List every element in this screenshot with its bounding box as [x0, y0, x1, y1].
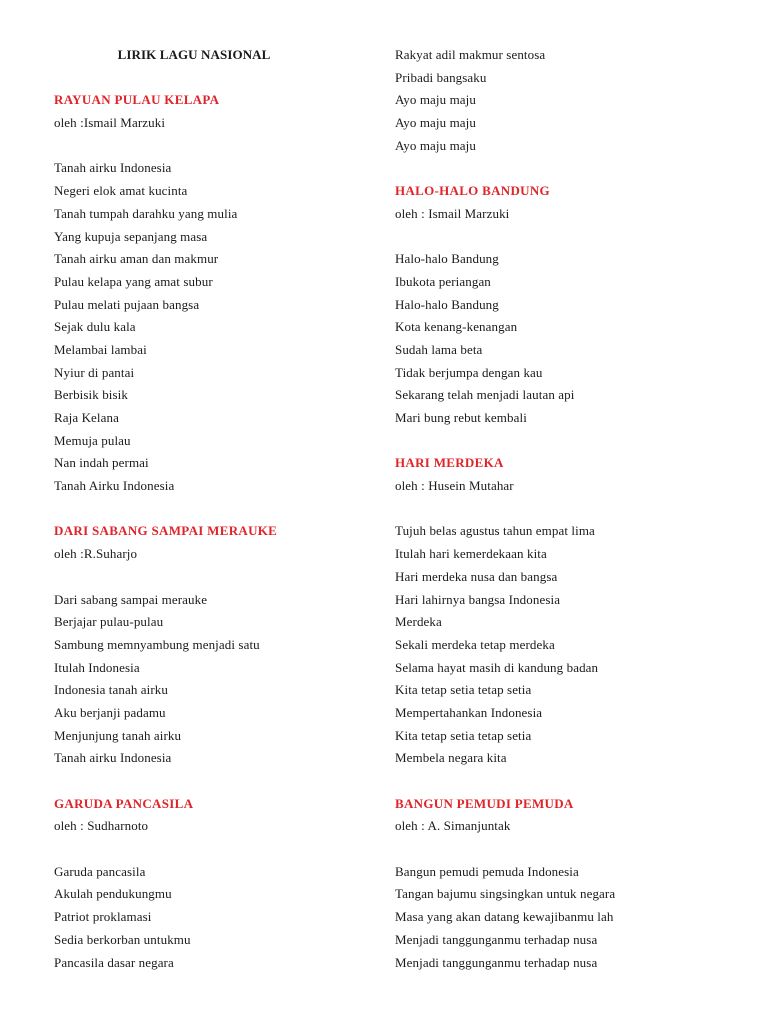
song-rayuan-pulau-kelapa [54, 89, 374, 497]
lyric-line: Indonesia tanah airku [54, 682, 169, 698]
lyric-line: Dari sabang sampai merauke [54, 591, 208, 607]
lyric-line: Kota kenang-kenangan [395, 319, 518, 335]
lyric-line: Pulau kelapa yang amat subur [54, 273, 213, 289]
song-title: RAYUAN PULAU KELAPA [54, 92, 220, 108]
lyric-line: Pancasila dasar negara [54, 954, 174, 970]
lyric-line: Itulah Indonesia [54, 659, 140, 675]
song-title: HALO-HALO BANDUNG [395, 183, 550, 199]
song-author: oleh : Husein Mutahar [395, 478, 514, 494]
lyric-line: Membela negara kita [395, 750, 507, 766]
lyric-line: Merdeka [395, 614, 442, 630]
lyric-line: Tanah airku Indonesia [54, 750, 172, 766]
lyric-line: Berjajar pulau-pulau [54, 614, 164, 630]
lyric-line: Tanah airku aman dan makmur [54, 251, 219, 267]
lyric-line: Hari merdeka nusa dan bangsa [395, 568, 558, 584]
lyric-line: Menjunjung tanah airku [54, 727, 182, 743]
lyric-line: Sedia berkorban untukmu [54, 931, 191, 947]
lyric-line: Ayo maju maju [395, 137, 476, 153]
lyric-line: Tanah airku Indonesia [54, 160, 172, 176]
lyric-line: Akulah pendukungmu [54, 886, 172, 902]
lyric-line: Pulau melati pujaan bangsa [54, 296, 200, 312]
lyric-line: Tanah Airku Indonesia [54, 478, 175, 494]
lyric-line: Mari bung rebut kembali [395, 410, 527, 425]
lyric-line: Kita tetap setia tetap setia [395, 682, 532, 698]
lyric-line: Menjadi tanggunganmu terhadap nusa [395, 954, 598, 970]
song-author: oleh :R.Suharjo [54, 546, 138, 562]
lyric-line: Halo-halo Bandung [395, 251, 499, 267]
lyric-line: Bangun pemudi pemuda Indonesia [395, 863, 579, 879]
left-column [54, 44, 374, 974]
lyric-line: Sambung memnyambung menjadi satu [54, 636, 260, 652]
lyric-line: Hari lahirnya bangsa Indonesia [395, 591, 561, 607]
lyric-line: Tidak berjumpa dengan kau [395, 364, 543, 380]
lyric-line: Kita tetap setia tetap setia [395, 727, 532, 743]
song-author: oleh : Sudharnoto [54, 818, 149, 834]
lyric-line: Melambai lambai [54, 341, 147, 357]
lyric-line: Mempertahankan Indonesia [395, 704, 543, 720]
lyric-line: Berbisik bisik [54, 387, 128, 403]
song-author: oleh : Ismail Marzuki [395, 205, 510, 221]
lyric-line: Garuda pancasila [54, 863, 146, 879]
lyric-line: Sekarang telah menjadi lautan api [395, 387, 575, 403]
lyric-line: Tangan bajumu singsingkan untuk negara [395, 886, 616, 902]
lyric-line: Pribadi bangsaku [395, 69, 487, 85]
lyric-line: Tujuh belas agustus tahun empat lima [395, 523, 595, 539]
right-column [395, 44, 755, 974]
lyric-line: Selama hayat masih di kandung badan [395, 659, 599, 675]
song-hari-merdeka [395, 452, 755, 770]
song-title: DARI SABANG SAMPAI MERAUKE [54, 523, 278, 539]
lyric-line: Halo-halo Bandung [395, 296, 499, 312]
lyric-line: Negeri elok amat kucinta [54, 183, 188, 199]
lyric-line: Sudah lama beta [395, 341, 483, 357]
song-halo-halo-bandung [395, 180, 755, 430]
song-garuda-continuation [395, 44, 755, 157]
lyric-line: Ayo maju maju [395, 92, 476, 108]
lyric-line: Memuja pulau [54, 432, 131, 448]
lyric-line: Aku berjanji padamu [54, 704, 166, 720]
song-dari-sabang-sampai-merauke [54, 520, 374, 770]
lyric-line: Yang kupuja sepanjang masa [54, 228, 208, 244]
lyric-line: Raja Kelana [54, 410, 119, 425]
lyric-line: Masa yang akan datang kewajibanmu lah [395, 909, 614, 925]
song-title: GARUDA PANCASILA [54, 795, 194, 811]
lyric-line: Patriot proklamasi [54, 909, 152, 925]
lyric-line: Nan indah permai [54, 455, 149, 471]
lyric-line: Sejak dulu kala [54, 319, 136, 335]
lyric-line: Itulah hari kemerdekaan kita [395, 546, 547, 562]
song-garuda-pancasila [54, 793, 374, 975]
song-author: oleh : A. Simanjuntak [395, 818, 511, 834]
lyric-line: Ayo maju maju [395, 115, 476, 131]
lyric-line: Ibukota periangan [395, 273, 491, 289]
lyric-line: Rakyat adil makmur sentosa [395, 47, 546, 62]
lyric-line: Tanah tumpah darahku yang mulia [54, 205, 238, 221]
song-title: HARI MERDEKA [395, 455, 504, 471]
song-bangun-pemudi-pemuda [395, 793, 755, 975]
lyric-line: Menjadi tanggunganmu terhadap nusa [395, 931, 598, 947]
document-title: LIRIK LAGU NASIONAL [117, 47, 271, 62]
song-title: BANGUN PEMUDI PEMUDA [395, 795, 574, 811]
lyric-line: Sekali merdeka tetap merdeka [395, 636, 555, 652]
song-author: oleh :Ismail Marzuki [54, 115, 166, 131]
lyric-line: Nyiur di pantai [54, 364, 135, 380]
